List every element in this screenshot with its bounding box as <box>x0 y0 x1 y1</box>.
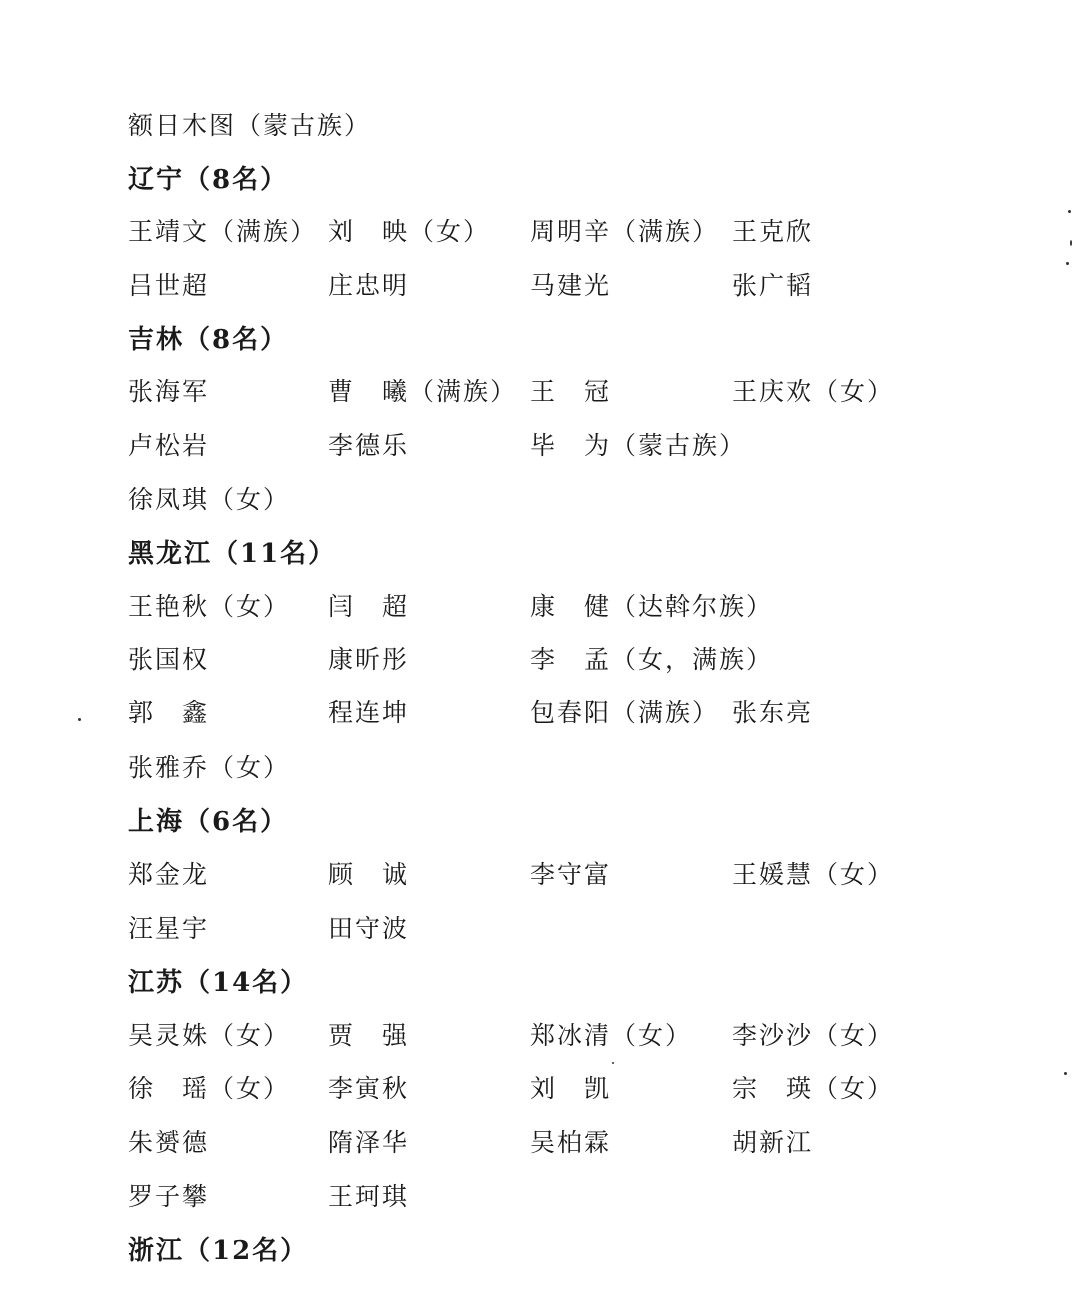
name-row <box>0 480 900 520</box>
person-name: 周明辛（满族） <box>530 217 720 246</box>
name-row <box>0 640 900 680</box>
section-heading-shanghai: 上海（6名） <box>128 807 289 837</box>
person-name: 郑冰清（女） <box>530 1021 693 1050</box>
person-name: 马建光 <box>530 271 612 300</box>
person-name: 李 孟（女，满族） <box>530 645 774 674</box>
name-row <box>0 748 900 788</box>
section-heading-jiangsu: 江苏（14名） <box>128 968 309 998</box>
section-heading-heilongjiang: 黑龙江（11名） <box>128 539 337 569</box>
section-heading-liaoning: 辽宁（8名） <box>128 165 289 195</box>
name-row <box>0 855 900 895</box>
name-row <box>0 426 900 466</box>
scan-speck <box>78 718 81 721</box>
person-name: 刘 凯 <box>530 1074 612 1103</box>
name-row <box>0 1123 900 1163</box>
name-row <box>0 693 900 733</box>
person-name: 胡新江 <box>732 1128 814 1157</box>
scan-speck <box>1068 210 1071 213</box>
name-row <box>0 1069 900 1109</box>
person-name: 王艳秋（女） <box>128 592 291 621</box>
person-name: 庄忠明 <box>328 271 410 300</box>
person-name: 顾 诚 <box>328 860 410 889</box>
intro-name: 额日木图（蒙古族） <box>128 111 372 140</box>
scan-speck <box>1064 1072 1067 1075</box>
person-name: 闫 超 <box>328 592 410 621</box>
person-name: 宗 瑛（女） <box>732 1074 895 1103</box>
person-name: 吴柏霖 <box>530 1128 612 1157</box>
person-name: 李寅秋 <box>328 1074 410 1103</box>
person-name: 王庆欢（女） <box>732 377 895 406</box>
person-name: 田守波 <box>328 914 410 943</box>
person-name: 张广韬 <box>732 271 814 300</box>
person-name: 徐 瑶（女） <box>128 1074 291 1103</box>
section-heading-jilin: 吉林（8名） <box>128 325 289 355</box>
name-row <box>0 587 900 627</box>
person-name: 李守富 <box>530 860 612 889</box>
person-name: 卢松岩 <box>128 431 210 460</box>
person-name: 王克欣 <box>732 217 814 246</box>
person-name: 康 健（达斡尔族） <box>530 592 774 621</box>
person-name: 汪星宇 <box>128 914 210 943</box>
person-name: 张东亮 <box>732 698 814 727</box>
name-row <box>0 1177 900 1217</box>
person-name: 王靖文（满族） <box>128 217 318 246</box>
name-row <box>0 212 900 252</box>
person-name: 隋泽华 <box>328 1128 410 1157</box>
person-name: 张海军 <box>128 377 210 406</box>
section-heading-zhejiang: 浙江（12名） <box>128 1236 309 1266</box>
name-row <box>0 909 900 949</box>
person-name: 贾 强 <box>328 1021 410 1050</box>
person-name: 张雅乔（女） <box>128 753 291 782</box>
name-row <box>0 266 900 306</box>
person-name: 罗子攀 <box>128 1182 210 1211</box>
name-row <box>0 372 900 412</box>
person-name: 曹 曦（满族） <box>328 377 518 406</box>
person-name: 李德乐 <box>328 431 410 460</box>
person-name: 康昕彤 <box>328 645 410 674</box>
person-name: 李沙沙（女） <box>732 1021 895 1050</box>
scan-speck <box>1070 240 1072 246</box>
person-name: 徐凤琪（女） <box>128 485 291 514</box>
person-name: 吕世超 <box>128 271 210 300</box>
person-name: 毕 为（蒙古族） <box>530 431 747 460</box>
name-row <box>0 1016 900 1056</box>
person-name: 郭 鑫 <box>128 698 210 727</box>
scan-speck <box>612 1062 614 1064</box>
person-name: 张国权 <box>128 645 210 674</box>
person-name: 郑金龙 <box>128 860 210 889</box>
person-name: 王珂琪 <box>328 1182 410 1211</box>
person-name: 刘 映（女） <box>328 217 491 246</box>
scan-speck <box>1066 262 1069 265</box>
person-name: 程连坤 <box>328 698 410 727</box>
person-name: 吴灵姝（女） <box>128 1021 291 1050</box>
person-name: 王媛慧（女） <box>732 860 895 889</box>
person-name: 王 冠 <box>530 377 612 406</box>
person-name: 朱赟德 <box>128 1128 210 1157</box>
person-name: 包春阳（满族） <box>530 698 720 727</box>
